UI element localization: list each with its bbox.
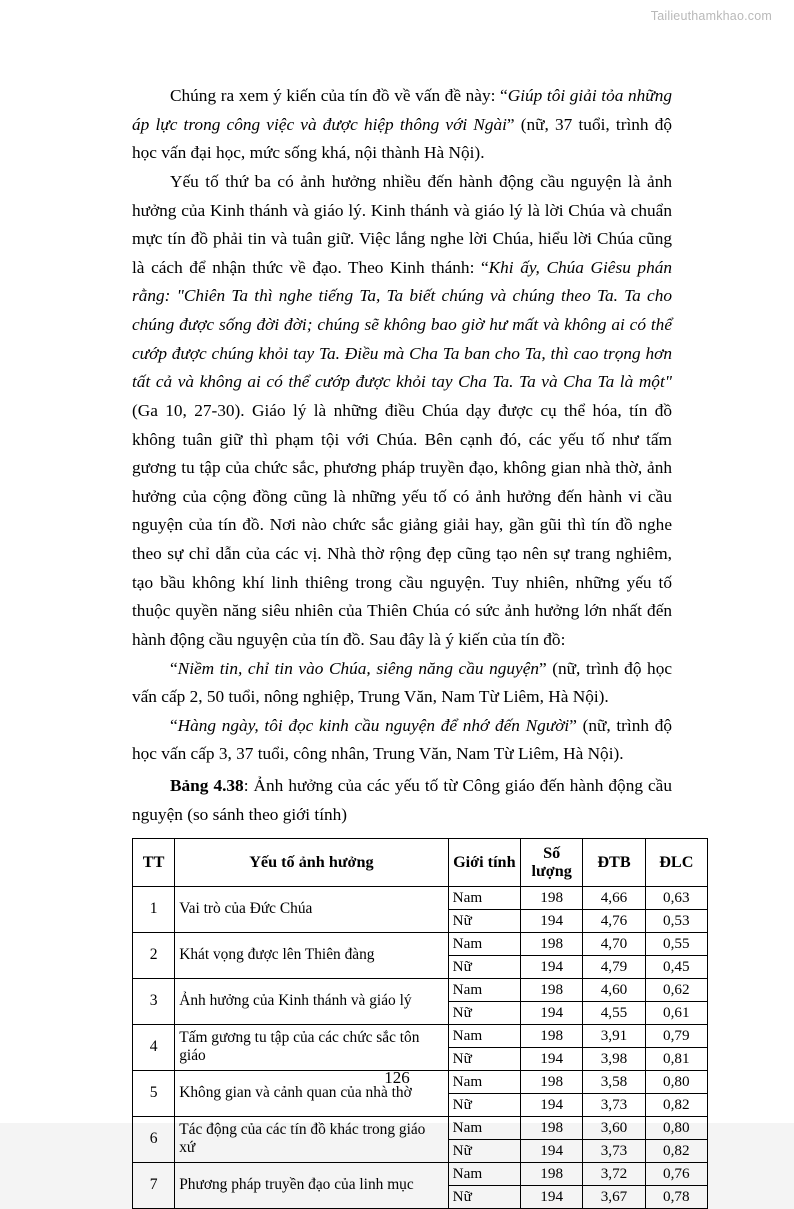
text-run: “ — [170, 715, 178, 735]
table-row — [133, 886, 708, 909]
cell-mean: 3,91 — [583, 1024, 645, 1047]
text-run: ” (nữ, trình độ học vấn cấp 2, 50 tuổi, nông nghiệp, Trung Văn, Nam Từ Liêm, Hà Nội). — [132, 658, 673, 707]
cell-factor: Khát vọng được lên Thiên đàng — [175, 932, 448, 978]
cell-sd: 0,55 — [645, 932, 707, 955]
cell-mean: 3,98 — [583, 1047, 645, 1070]
table-caption — [132, 772, 672, 829]
column-header-factor: Yếu tố ảnh hưởng — [175, 839, 448, 886]
cell-factor: Vai trò của Đức Chúa — [175, 886, 448, 932]
cell-mean: 3,73 — [583, 1139, 645, 1162]
text-run: Hàng ngày, tôi đọc kinh cầu nguyện để nhớ đến Người — [177, 715, 570, 735]
text-run: (Ga 10, 27-30). Giáo lý là những điều Chúa dạy được cụ thể hóa, tín đồ không tuân giữ thì phạm tội với Chúa. Bên cạnh đó, các yếu tố như tấm gương tu tập của chức sắc, phương pháp truyền đạo, không gian nhà thờ, ảnh hưởng của cộng đồng cũng là những yếu tố có ảnh hưởng đến hành vi cầu nguyện của tín đồ. Nơi nào chức sắc giảng giải hay, gần gũi thì tín đồ nghe theo sự chỉ dẫn của các vị. Nhà thờ rộng đẹp cũng tạo nên sự trang nghiêm, tạo bầu không khí linh thiêng trong cầu nguyện. Tuy nhiên, những yếu tố thuộc quyền năng siêu nhiên của Thiên Chúa có sức ảnh hưởng lớn nhất đến hành động cầu nguyện của tín đồ. Sau đây là ý kiến của tín đồ: — [132, 400, 672, 649]
table-row — [133, 1162, 708, 1185]
cell-gender: Nam — [448, 932, 520, 955]
cell-mean: 3,60 — [583, 1116, 645, 1139]
watermark-text: Tailieuthamkhao.com — [650, 9, 772, 23]
cell-gender: Nữ — [448, 1139, 520, 1162]
page-content — [132, 82, 694, 1209]
cell-gender: Nam — [448, 886, 520, 909]
cell-count: 194 — [521, 1047, 583, 1070]
cell-factor: Phương pháp truyền đạo của linh mục — [175, 1162, 448, 1208]
cell-count: 198 — [521, 978, 583, 1001]
cell-tt: 1 — [133, 886, 175, 932]
table-caption-label: Bảng 4.38 — [170, 776, 244, 795]
cell-gender: Nữ — [448, 1047, 520, 1070]
text-run: Yếu tố thứ ba có ảnh hưởng nhiều đến hành động cầu nguyện là ảnh hưởng của Kinh thánh và giáo lý. Kinh thánh và giáo lý là lời Chúa và chuẩn mực tín đồ phải tin và tuân giữ. Việc lắng nghe lời Chúa, hiểu lời Chúa cũng là cách để nhận thức về đạo. Theo Kinh thánh: “ — [132, 171, 672, 277]
cell-count: 198 — [521, 932, 583, 955]
cell-sd: 0,79 — [645, 1024, 707, 1047]
cell-gender: Nam — [448, 1162, 520, 1185]
text-run: Giúp tôi giải tỏa những áp lực trong công việc và được hiệp thông với Ngài — [132, 86, 672, 134]
cell-mean: 4,79 — [583, 955, 645, 978]
cell-sd: 0,76 — [645, 1162, 707, 1185]
cell-count: 198 — [521, 1070, 583, 1093]
column-header-tt: TT — [133, 839, 175, 886]
cell-sd: 0,53 — [645, 909, 707, 932]
cell-tt: 5 — [133, 1070, 175, 1116]
text-run: “ — [170, 658, 178, 678]
cell-count: 194 — [521, 1185, 583, 1208]
influence-factors-table — [132, 838, 708, 1208]
cell-count: 198 — [521, 1024, 583, 1047]
cell-gender: Nam — [448, 978, 520, 1001]
cell-count: 198 — [521, 1116, 583, 1139]
paragraph-4 — [132, 712, 672, 769]
cell-tt: 3 — [133, 978, 175, 1024]
cell-gender: Nữ — [448, 1185, 520, 1208]
cell-mean: 3,67 — [583, 1185, 645, 1208]
cell-mean: 4,70 — [583, 932, 645, 955]
cell-count: 194 — [521, 955, 583, 978]
paragraph-1 — [132, 82, 672, 168]
cell-count: 198 — [521, 886, 583, 909]
cell-tt: 7 — [133, 1162, 175, 1208]
cell-sd: 0,61 — [645, 1001, 707, 1024]
cell-factor: Tấm gương tu tập của các chức sắc tôn giáo — [175, 1024, 448, 1070]
cell-gender: Nữ — [448, 955, 520, 978]
cell-mean: 3,73 — [583, 1093, 645, 1116]
cell-tt: 4 — [133, 1024, 175, 1070]
cell-factor: Tác động của các tín đồ khác trong giáo xứ — [175, 1116, 448, 1162]
cell-sd: 0,80 — [645, 1116, 707, 1139]
cell-gender: Nam — [448, 1116, 520, 1139]
cell-count: 194 — [521, 909, 583, 932]
cell-mean: 4,66 — [583, 886, 645, 909]
column-header-sd: ĐLC — [645, 839, 707, 886]
paragraph-3 — [132, 655, 672, 712]
cell-count: 194 — [521, 1139, 583, 1162]
column-header-gender: Giới tính — [448, 839, 520, 886]
cell-factor: Ảnh hưởng của Kinh thánh và giáo lý — [175, 978, 448, 1024]
text-run: Khi ấy, Chúa Giêsu phán rằng: "Chiên Ta thì nghe tiếng Ta, Ta biết chúng và chúng theo Ta. Ta cho chúng được sống đời đời; chúng sẽ không bao giờ hư mất và không ai có thể cướp được chúng khỏi tay Ta. Điều mà Cha Ta ban cho Ta, thì cao trọng hơn tất cả và không ai có thể cướp được khỏi tay Cha Ta. Ta và Cha Ta là một" — [132, 257, 672, 392]
table-row — [133, 978, 708, 1001]
text-run: ” (nữ, 37 tuổi, trình độ học vấn đại học, mức sống khá, nội thành Hà Nội). — [132, 114, 672, 163]
table-caption-text: : Ảnh hưởng của các yếu tố từ Công giáo đến hành động cầu nguyện (so sánh theo giới tính) — [132, 776, 672, 824]
text-run: Niềm tin, chỉ tin vào Chúa, siêng năng cầu nguyện — [177, 658, 540, 678]
text-run: Chúng ra xem ý kiến của tín đồ về vấn đề này: “ — [170, 86, 508, 105]
cell-sd: 0,82 — [645, 1139, 707, 1162]
cell-mean: 4,76 — [583, 909, 645, 932]
cell-tt: 6 — [133, 1116, 175, 1162]
column-header-mean: ĐTB — [583, 839, 645, 886]
table-header — [133, 839, 708, 886]
cell-gender: Nữ — [448, 1093, 520, 1116]
cell-sd: 0,80 — [645, 1070, 707, 1093]
cell-count: 198 — [521, 1162, 583, 1185]
cell-sd: 0,63 — [645, 886, 707, 909]
cell-sd: 0,62 — [645, 978, 707, 1001]
paragraph-2 — [132, 168, 672, 655]
cell-gender: Nam — [448, 1070, 520, 1093]
cell-sd: 0,81 — [645, 1047, 707, 1070]
table-body — [133, 886, 708, 1208]
cell-gender: Nữ — [448, 909, 520, 932]
cell-mean: 4,55 — [583, 1001, 645, 1024]
cell-gender: Nam — [448, 1024, 520, 1047]
cell-mean: 3,58 — [583, 1070, 645, 1093]
column-header-count: Số lượng — [521, 839, 583, 886]
cell-mean: 3,72 — [583, 1162, 645, 1185]
cell-gender: Nữ — [448, 1001, 520, 1024]
cell-count: 194 — [521, 1001, 583, 1024]
page-number: 126 — [384, 1068, 410, 1087]
cell-mean: 4,60 — [583, 978, 645, 1001]
table-row — [133, 1024, 708, 1047]
cell-count: 194 — [521, 1093, 583, 1116]
table-row — [133, 1116, 708, 1139]
text-run: ” (nữ, trình độ học vấn cấp 3, 37 tuổi, công nhân, Trung Văn, Nam Từ Liêm, Hà Nội). — [132, 715, 672, 764]
cell-sd: 0,78 — [645, 1185, 707, 1208]
table-row — [133, 932, 708, 955]
cell-factor: Không gian và cảnh quan của nhà thờ — [175, 1070, 448, 1116]
table-header-row — [133, 839, 708, 886]
cell-tt: 2 — [133, 932, 175, 978]
cell-sd: 0,82 — [645, 1093, 707, 1116]
cell-sd: 0,45 — [645, 955, 707, 978]
